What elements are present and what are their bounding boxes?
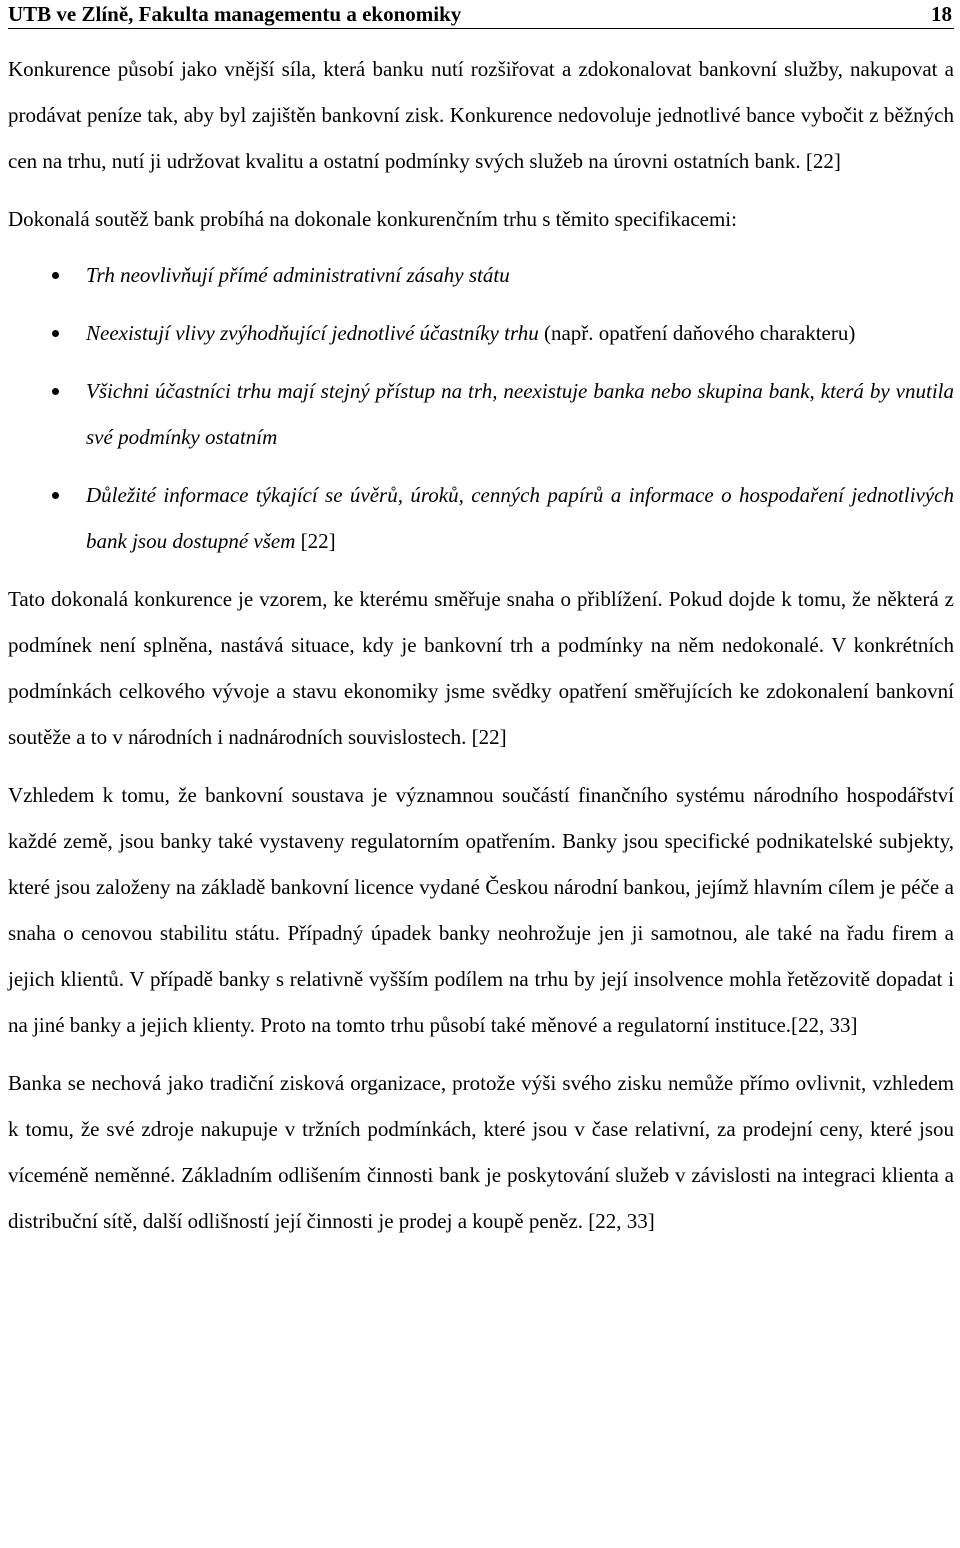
list-item-italic: Trh neovlivňují přímé administrativní zásahy státu	[86, 263, 510, 287]
paragraph-ideal-competition: Tato dokonalá konkurence je vzorem, ke kterému směřuje snaha o přiblížení. Pokud dojde k tomu, že některá z podmínek není splněna, nastává situace, kdy je bankovní trh a podmínky na něm nedokonalé. V konkrétních podmínkách celkového vývoje a stavu ekonomiky jsme svědky opatření směřujících ke zdokonalení bankovní soutěže a to v národních i nadnárodních souvislostech. [22]	[8, 587, 954, 749]
paragraph-bank-behaviour: Banka se nechová jako tradiční zisková organizace, protože výši svého zisku nemůže přímo ovlivnit, vzhledem k tomu, že své zdroje nakupuje v tržních podmínkách, které jsou v čase relativní, za prodejní ceny, které jsou víceméně neměnné. Základním odlišením činnosti bank je poskytování služeb v závislosti na integraci klienta a distribuční sítě, další odlišností její činnosti je prodej a koupě peněz. [22, 33]	[8, 1071, 954, 1233]
list-item-italic: Důležité informace týkající se úvěrů, úroků, cenných papírů a informace o hospodaření jednotlivých bank jsou dostupné všem	[86, 483, 954, 553]
list-item-normal: (např. opatření daňového charakteru)	[538, 321, 856, 345]
paragraph-regulation: Vzhledem k tomu, že bankovní soustava je významnou součástí finančního systému národního hospodářství každé země, jsou banky také vystaveny regulatorním opatřením. Banky jsou specifické podnikatelské subjekty, které jsou založeny na základě bankovní licence vydané Českou národní bankou, jejímž hlavním cílem je péče a snaha o cenovou stabilitu státu. Případný úpadek banky neohrožuje jen ji samotnou, ale také na řadu firem a jejich klientů. V případě banky s relativně vyšším podílem na trhu by její insolvence mohla řetězovitě dopadat i na jiné banky a jejich klienty. Proto na tomto trhu působí také měnové a regulatorní instituce.[22, 33]	[8, 783, 954, 1037]
bullet-icon	[52, 330, 59, 337]
bullet-icon	[52, 272, 59, 279]
header-title: UTB ve Zlíně, Fakulta managementu a ekonomiky	[8, 2, 462, 26]
document-page	[8, 0, 954, 1244]
list-item	[8, 368, 954, 460]
paragraph-perfect-competition-intro: Dokonalá soutěž bank probíhá na dokonale konkurenčním trhu s těmito specifikacemi:	[8, 207, 737, 231]
bullet-icon	[52, 492, 59, 499]
list-item-normal: [22]	[295, 529, 336, 553]
list-item-italic: Všichni účastníci trhu mají stejný přístup na trh, neexistuje banka nebo skupina bank, která by vnutila své podmínky ostatním	[86, 379, 954, 449]
bullet-icon	[52, 388, 59, 395]
list-item	[8, 310, 954, 356]
paragraph-competition: Konkurence působí jako vnější síla, která banku nutí rozšiřovat a zdokonalovat bankovní služby, nakupovat a prodávat peníze tak, aby byl zajištěn bankovní zisk. Konkurence nedovoluje jednotlivé bance vybočit z běžných cen na trhu, nutí ji udržovat kvalitu a ostatní podmínky svých služeb na úrovni ostatních bank. [22]	[8, 57, 954, 173]
list-item	[8, 472, 954, 564]
list-item	[8, 252, 954, 298]
page-header	[8, 0, 954, 29]
page-number: 18	[931, 2, 952, 26]
list-item-italic: Neexistují vlivy zvýhodňující jednotlivé účastníky trhu	[86, 321, 539, 345]
specification-list	[8, 252, 954, 564]
